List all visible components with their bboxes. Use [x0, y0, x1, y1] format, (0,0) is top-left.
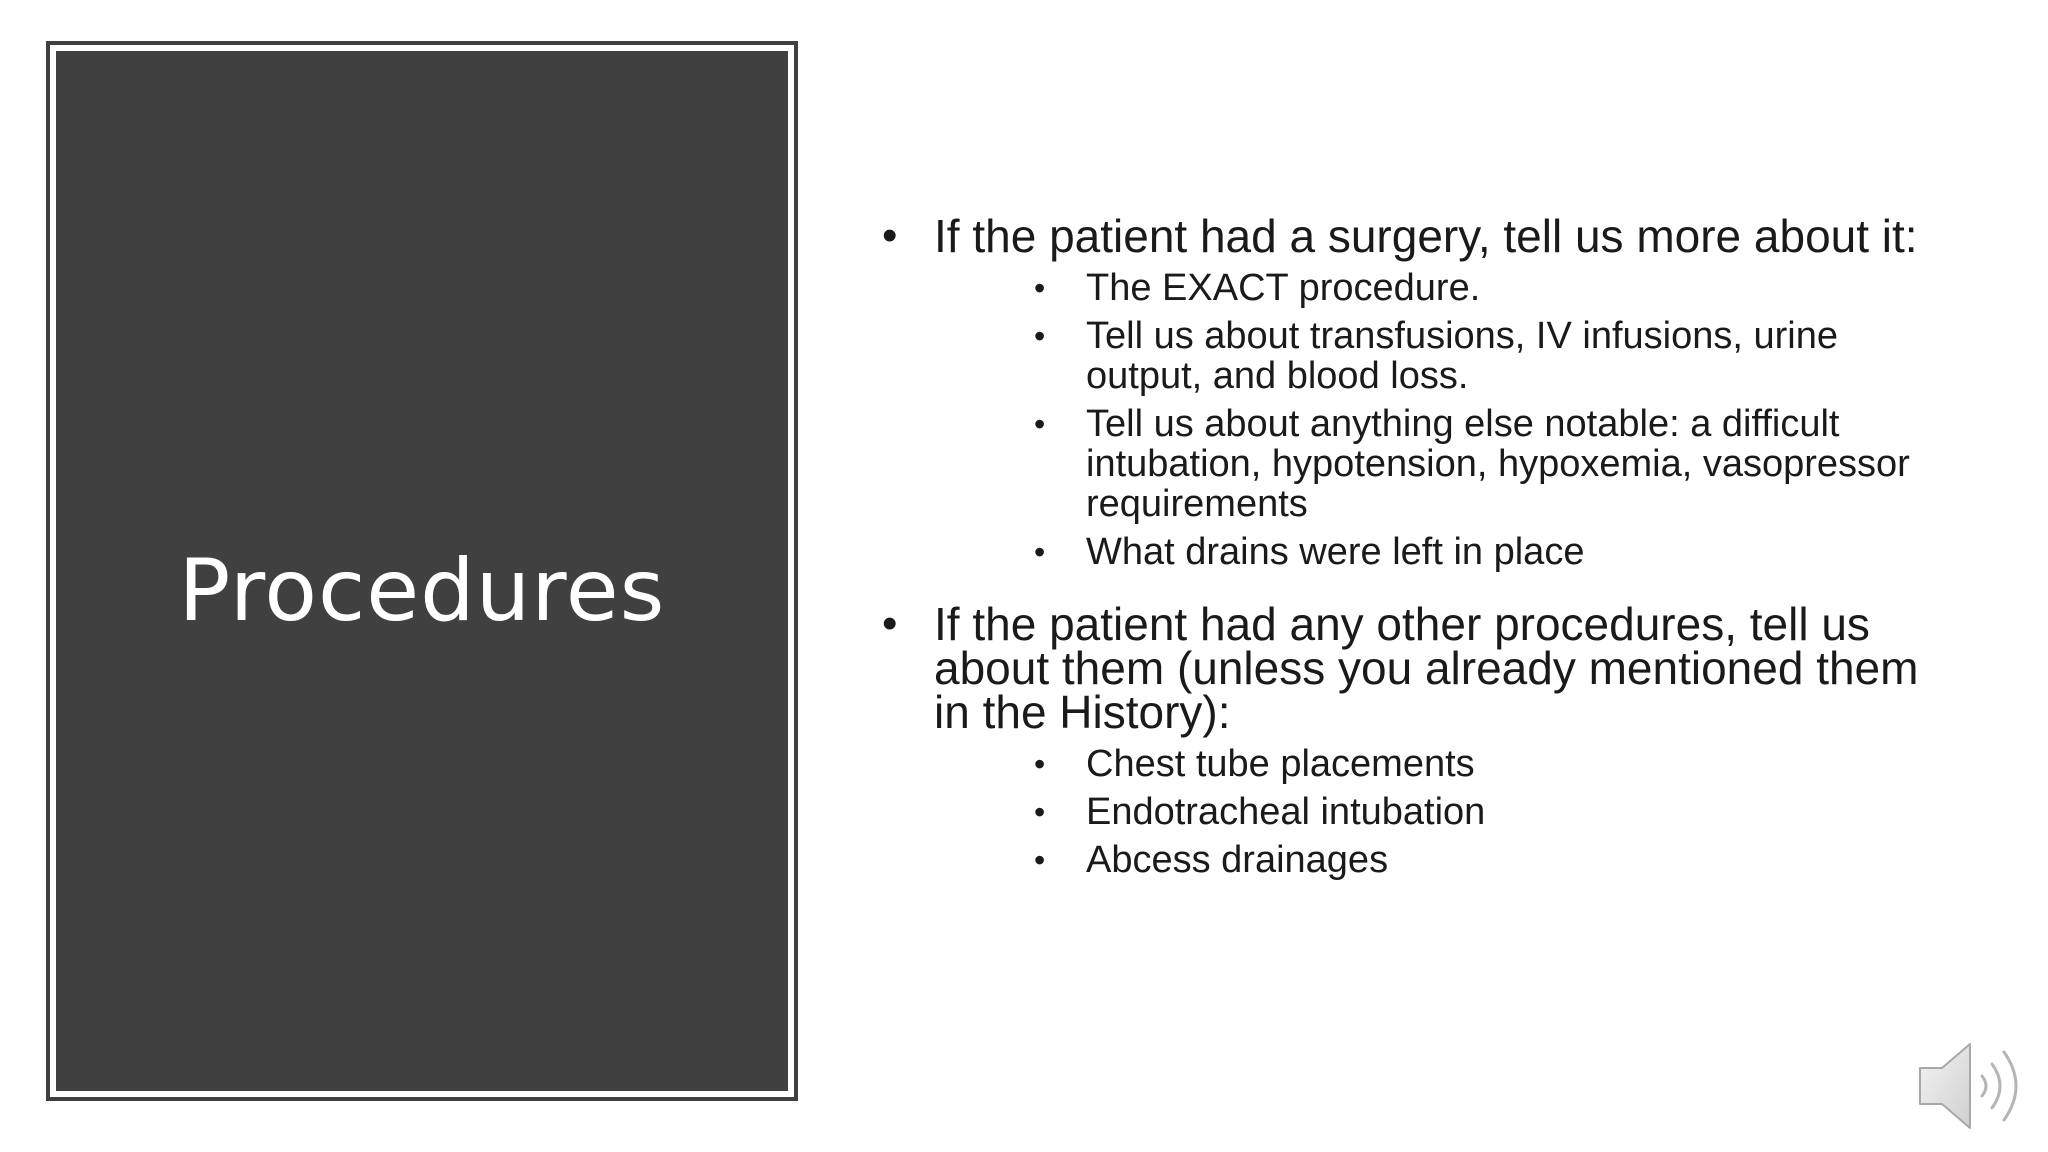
sub-bullet-dot: •: [1034, 406, 1046, 442]
speaker-icon[interactable]: [1912, 1036, 2032, 1136]
sub-bullet-item: [934, 404, 1960, 524]
bullet-list: [880, 210, 1960, 888]
sub-bullet-dot: •: [1034, 318, 1046, 354]
bullet-dot: •: [882, 211, 898, 260]
sub-bullet-text: Tell us about transfusions, IV infusions, urine output, and blood loss.: [1086, 315, 1838, 397]
sub-bullet-item: [934, 792, 1960, 832]
sub-bullet-dot: •: [1034, 842, 1046, 878]
sub-bullet-item: [934, 532, 1960, 572]
sub-bullet-text: What drains were left in place: [1086, 531, 1585, 573]
sub-bullet-dot: •: [1034, 270, 1046, 306]
bullet-text: If the patient had any other procedures, tell us about them (unless you already mentioned them in the History):: [934, 598, 1919, 738]
sub-bullet-list: [934, 268, 1960, 572]
bullet-text: If the patient had a surgery, tell us more about it:: [934, 210, 1918, 262]
bullet-item-surgery: [880, 210, 1960, 573]
sub-bullet-text: Abcess drainages: [1086, 839, 1389, 881]
bullet-item-other-procedures: [880, 598, 1960, 881]
sub-bullet-item: [934, 268, 1960, 308]
sub-bullet-list: [934, 744, 1960, 880]
title-panel-fill: [56, 51, 788, 1091]
sub-bullet-dot: •: [1034, 534, 1046, 570]
sub-bullet-item: [934, 316, 1960, 396]
sub-bullet-text: Endotracheal intubation: [1086, 791, 1486, 833]
sub-bullet-item: [934, 840, 1960, 880]
title-panel: [46, 41, 798, 1101]
sub-bullet-text: Chest tube placements: [1086, 743, 1475, 785]
sub-bullet-dot: •: [1034, 794, 1046, 830]
bullet-dot: •: [882, 599, 898, 648]
sub-bullet-text: Tell us about anything else notable: a difficult intubation, hypotension, hypoxemia, vasopressor requirements: [1086, 403, 1910, 525]
sub-bullet-item: [934, 744, 1960, 784]
sub-bullet-text: The EXACT procedure.: [1086, 267, 1481, 309]
slide-title: Procedures: [178, 541, 666, 641]
sub-bullet-dot: •: [1034, 746, 1046, 782]
